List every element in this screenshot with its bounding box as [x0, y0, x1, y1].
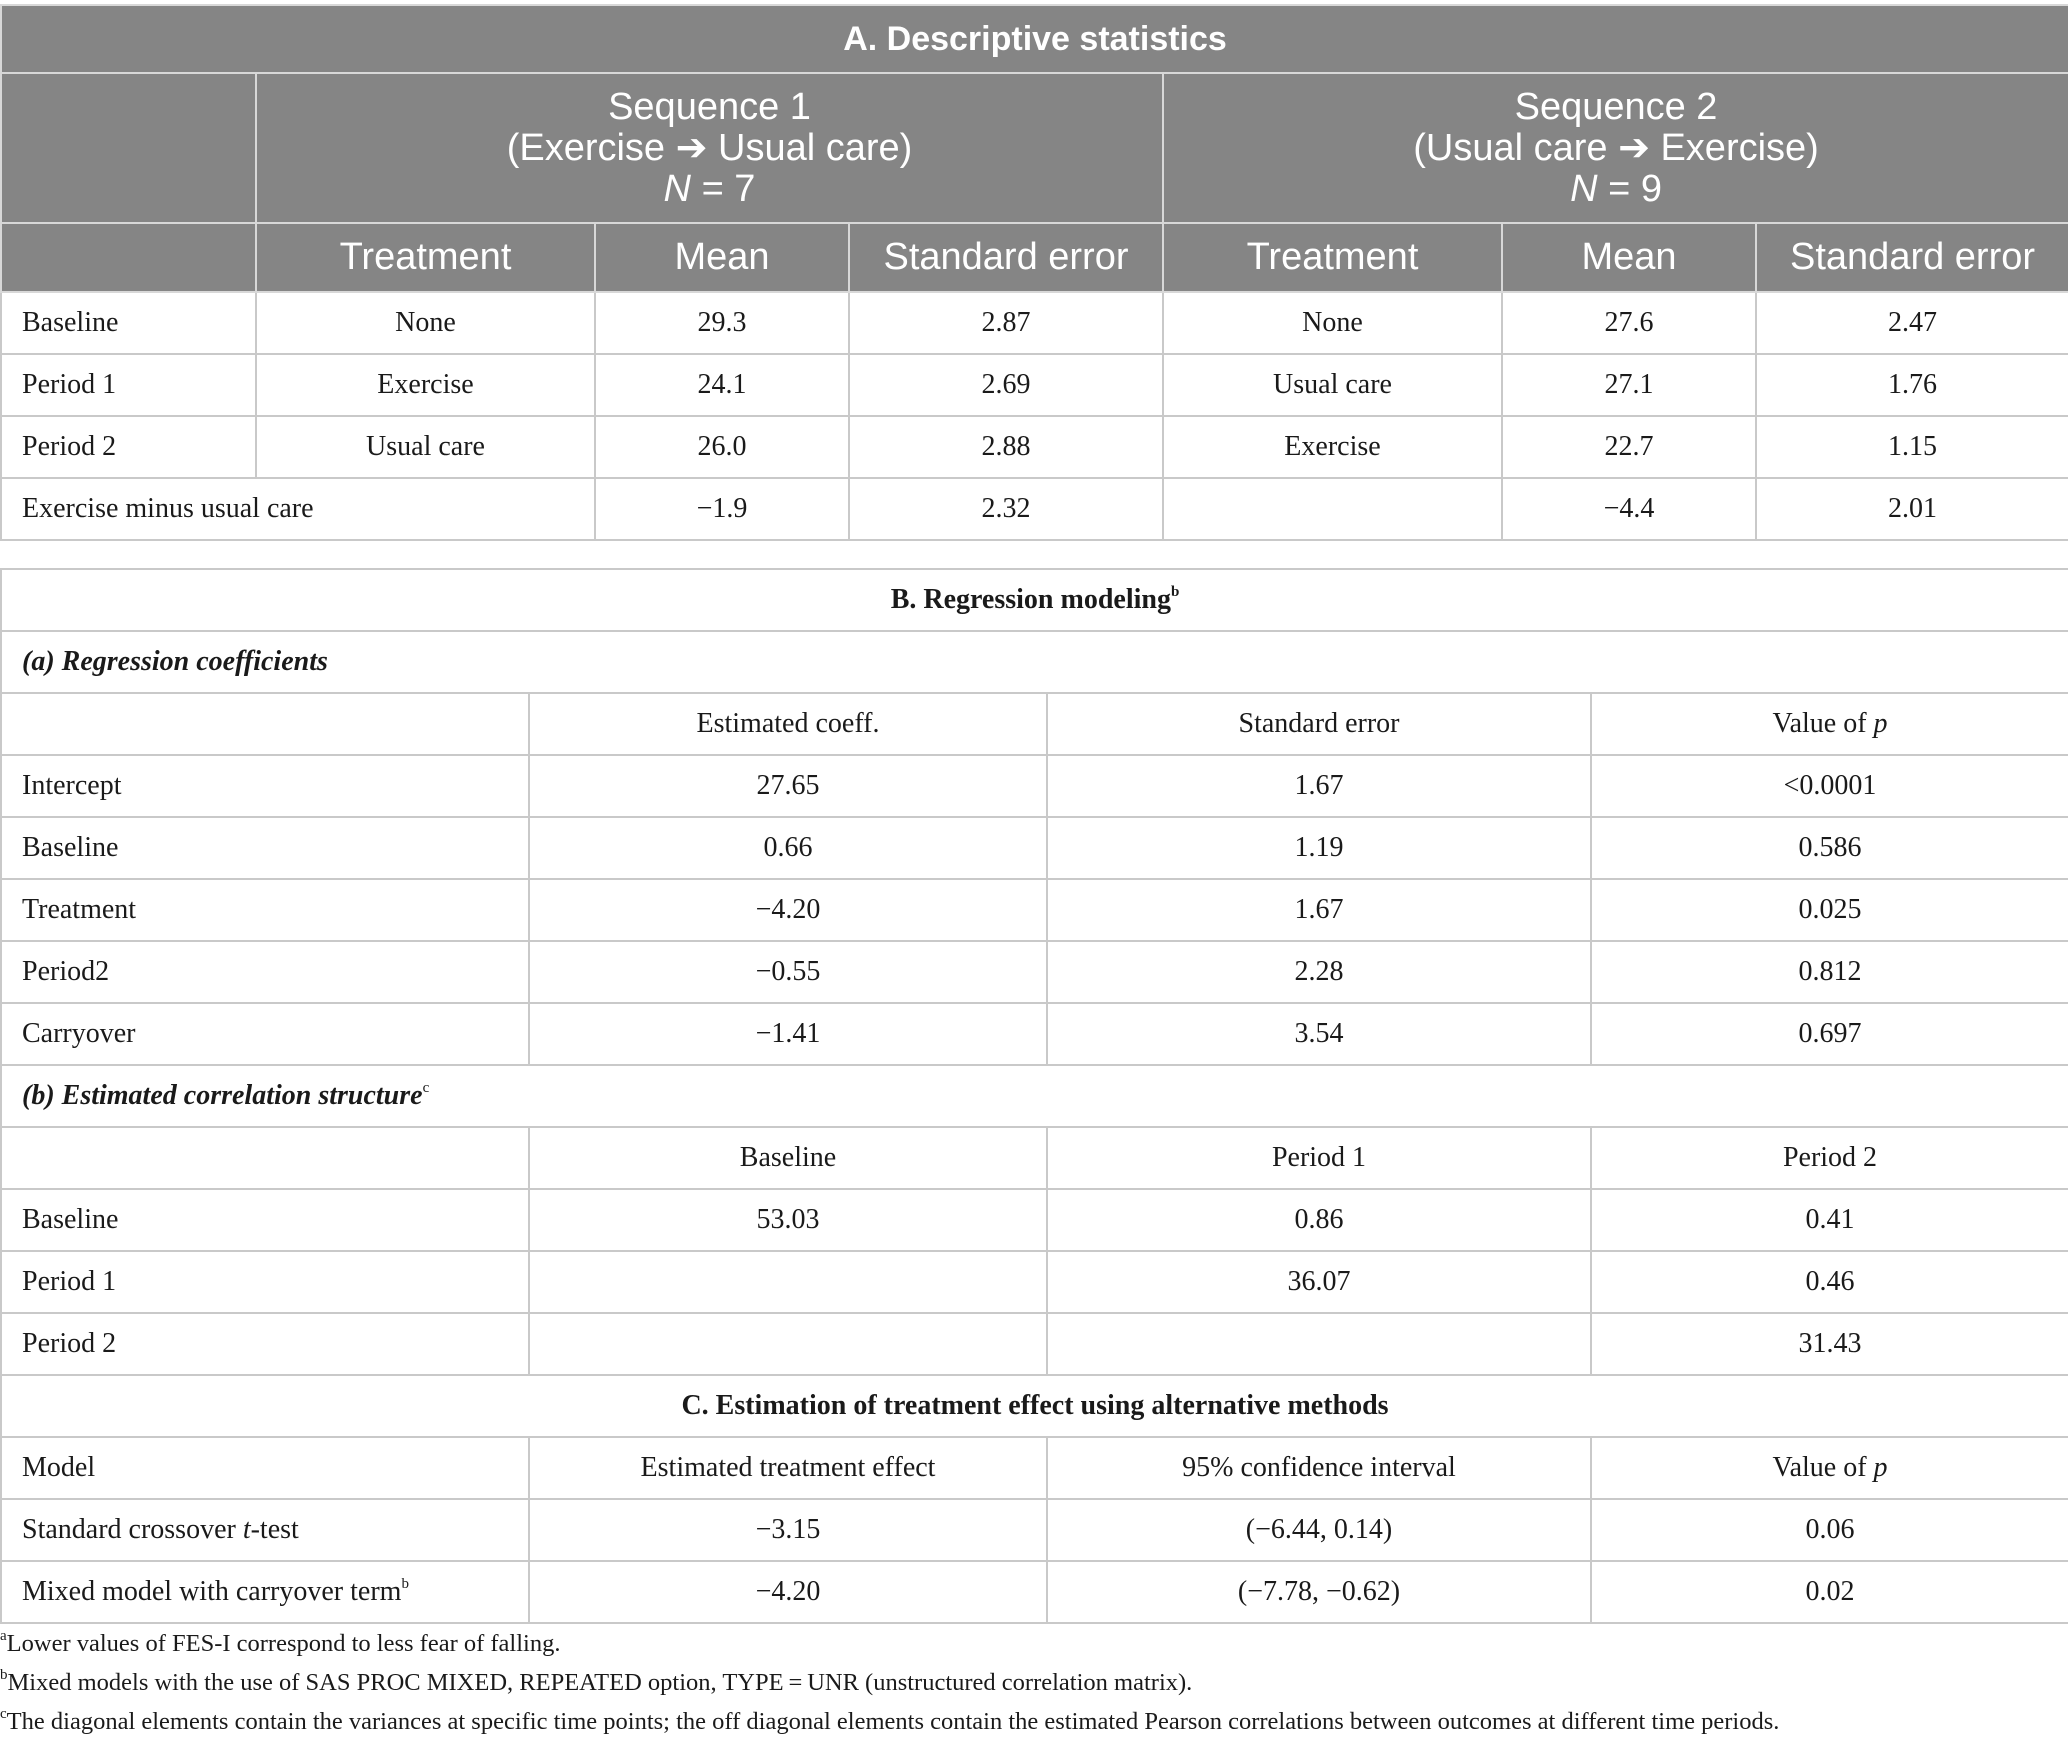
table-cell: 3.54: [1047, 1003, 1591, 1065]
row-label: Baseline: [1, 1189, 529, 1251]
table-cell: Exercise: [1163, 416, 1502, 478]
n-value: = 9: [1608, 167, 1662, 210]
table-cell: 0.41: [1591, 1189, 2068, 1251]
label-italic: t: [242, 1514, 251, 1545]
footnote-mark: b: [0, 1666, 8, 1683]
table-cell: −0.55: [529, 941, 1047, 1003]
column-header: Treatment: [256, 223, 595, 292]
column-header: Mean: [1502, 223, 1756, 292]
corr-section-text: (b) Estimated correlation structure: [22, 1080, 423, 1111]
table-cell: 22.7: [1502, 416, 1756, 478]
column-header: Period 1: [1047, 1127, 1591, 1189]
table-b-title: [1, 569, 2068, 631]
footnote: [0, 1663, 2068, 1702]
table-cell: 36.07: [1047, 1251, 1591, 1313]
sequence-2-n: [1184, 169, 2048, 210]
n-label: N: [1570, 167, 1598, 210]
table-row: [1, 478, 2068, 540]
footnote-mark: c: [0, 1705, 7, 1722]
column-header: Baseline: [529, 1127, 1047, 1189]
column-header: Standard error: [1756, 223, 2068, 292]
sequence-1-n: [277, 169, 1142, 210]
table-cell: −4.20: [529, 879, 1047, 941]
table-cell: 2.47: [1756, 292, 2068, 354]
table-cell: [1163, 478, 1502, 540]
footnote-mark: b: [401, 1575, 409, 1592]
table-c-title: C. Estimation of treatment effect using alternative methods: [1, 1375, 2068, 1437]
footnote: [0, 1702, 2068, 1741]
regression-modeling-table: [0, 568, 2068, 1624]
header-p: p: [1873, 1452, 1888, 1483]
row-label: Intercept: [1, 755, 529, 817]
column-header: [1591, 693, 2068, 755]
table-row: [1, 941, 2068, 1003]
column-header: Treatment: [1163, 223, 1502, 292]
table-cell: 31.43: [1591, 1313, 2068, 1375]
table-b-title-text: B. Regression modeling: [890, 584, 1171, 615]
table-cell: 1.76: [1756, 354, 2068, 416]
label-text: Standard crossover: [22, 1514, 243, 1545]
table-row: [1, 879, 2068, 941]
table-cell: [529, 1251, 1047, 1313]
table-row: [1, 1499, 2068, 1561]
table-cell: −4.4: [1502, 478, 1756, 540]
table-cell: 1.19: [1047, 817, 1591, 879]
table-row: [1, 1189, 2068, 1251]
row-label: Baseline: [1, 292, 256, 354]
empty-header-cell: [1, 223, 256, 292]
table-row: [1, 292, 2068, 354]
n-value: = 7: [701, 167, 756, 210]
table-header-row: [1, 1127, 2068, 1189]
table-cell: 27.1: [1502, 354, 1756, 416]
table-cell: 1.67: [1047, 879, 1591, 941]
table-cell: 27.6: [1502, 292, 1756, 354]
column-header: Period 2: [1591, 1127, 2068, 1189]
row-label: [1, 1499, 529, 1561]
n-label: N: [663, 167, 691, 210]
column-header: 95% confidence interval: [1047, 1437, 1591, 1499]
row-label: Carryover: [1, 1003, 529, 1065]
header-p: p: [1873, 708, 1888, 739]
table-cell: 0.697: [1591, 1003, 2068, 1065]
column-header: [1, 693, 529, 755]
column-header: Standard error: [849, 223, 1163, 292]
sequence-1-header: [256, 73, 1163, 223]
footnote-mark: c: [422, 1079, 430, 1096]
column-header: Model: [1, 1437, 529, 1499]
column-header: Standard error: [1047, 693, 1591, 755]
table-cell: −1.9: [595, 478, 849, 540]
table-cell: 0.02: [1591, 1561, 2068, 1623]
table-cell: Usual care: [1163, 354, 1502, 416]
table-row: [1, 817, 2068, 879]
header-text: Value of: [1772, 1452, 1874, 1483]
row-label: Period 1: [1, 354, 256, 416]
table-a-title: A. Descriptive statistics: [1, 5, 2068, 73]
footnote-text: The diagonal elements contain the variances at specific time points; the off diagonal elements contain the estimated Pearson correlations between outcomes at different time periods.: [6, 1708, 1780, 1735]
column-header: [1, 1127, 529, 1189]
row-label: Baseline: [1, 817, 529, 879]
sequence-1-name: Sequence 1: [608, 85, 811, 128]
sequence-2-header: [1163, 73, 2068, 223]
table-cell: Exercise: [256, 354, 595, 416]
row-label: [1, 1561, 529, 1623]
table-cell: 0.66: [529, 817, 1047, 879]
table-cell: 2.01: [1756, 478, 2068, 540]
table-header-row: [1, 693, 2068, 755]
table-cell: None: [1163, 292, 1502, 354]
table-row: [1, 1003, 2068, 1065]
table-cell: (−7.78, −0.62): [1047, 1561, 1591, 1623]
column-header: Estimated coeff.: [529, 693, 1047, 755]
footnote: [0, 1624, 2068, 1663]
table-cell: −4.20: [529, 1561, 1047, 1623]
table-cell: [529, 1313, 1047, 1375]
table-cell: 0.86: [1047, 1189, 1591, 1251]
table-cell: −3.15: [529, 1499, 1047, 1561]
row-label: Period 2: [1, 1313, 529, 1375]
row-label: Treatment: [1, 879, 529, 941]
table-row: [1, 1313, 2068, 1375]
footnote-mark: b: [1170, 583, 1180, 600]
empty-header-cell: [1, 73, 256, 223]
row-label: Period2: [1, 941, 529, 1003]
column-header: Mean: [595, 223, 849, 292]
table-cell: None: [256, 292, 595, 354]
table-cell: (−6.44, 0.14): [1047, 1499, 1591, 1561]
coef-section-title: (a) Regression coefficients: [1, 631, 2068, 693]
table-cell: 1.67: [1047, 755, 1591, 817]
table-cell: 53.03: [529, 1189, 1047, 1251]
table-cell: 0.812: [1591, 941, 2068, 1003]
label-text-suffix: -test: [250, 1514, 299, 1545]
header-text: Value of: [1772, 708, 1874, 739]
row-label: Period 1: [1, 1251, 529, 1313]
table-row: [1, 354, 2068, 416]
table-cell: 0.46: [1591, 1251, 2068, 1313]
table-cell: 2.32: [849, 478, 1163, 540]
column-header: [1591, 1437, 2068, 1499]
table-cell: 26.0: [595, 416, 849, 478]
table-cell: 1.15: [1756, 416, 2068, 478]
table-cell: 2.28: [1047, 941, 1591, 1003]
table-cell: [1047, 1313, 1591, 1375]
table-cell: 29.3: [595, 292, 849, 354]
table-cell: 2.88: [849, 416, 1163, 478]
table-row: [1, 1561, 2068, 1623]
sequence-2-order: (Usual care ➔ Exercise): [1413, 126, 1819, 169]
table-cell: 24.1: [595, 354, 849, 416]
table-cell: 0.06: [1591, 1499, 2068, 1561]
footnotes: [0, 1624, 2068, 1741]
corr-section-title: [1, 1065, 2068, 1127]
sequence-1-order: (Exercise ➔ Usual care): [506, 126, 913, 169]
table-cell: 0.586: [1591, 817, 2068, 879]
table-cell: 0.025: [1591, 879, 2068, 941]
table-cell: 2.69: [849, 354, 1163, 416]
table-cell: 27.65: [529, 755, 1047, 817]
label-text: Mixed model with carryover term: [22, 1576, 402, 1607]
column-header: Estimated treatment effect: [529, 1437, 1047, 1499]
table-cell: 2.87: [849, 292, 1163, 354]
table-cell: <0.0001: [1591, 755, 2068, 817]
sequence-2-name: Sequence 2: [1514, 85, 1718, 128]
table-row: [1, 1251, 2068, 1313]
table-row: [1, 755, 2068, 817]
table-cell: −1.41: [529, 1003, 1047, 1065]
footnote-text: Lower values of FES-I correspond to less fear of falling.: [6, 1630, 561, 1657]
table-cell: Usual care: [256, 416, 595, 478]
footnote-mark: a: [0, 1627, 7, 1644]
row-label: Exercise minus usual care: [1, 478, 595, 540]
descriptive-statistics-table: [0, 4, 2068, 541]
table-header-row: [1, 1437, 2068, 1499]
footnote-text: Mixed models with the use of SAS PROC MIXED, REPEATED option, TYPE = UNR (unstructured correlation matrix).: [7, 1669, 1193, 1696]
row-label: Period 2: [1, 416, 256, 478]
table-row: [1, 416, 2068, 478]
